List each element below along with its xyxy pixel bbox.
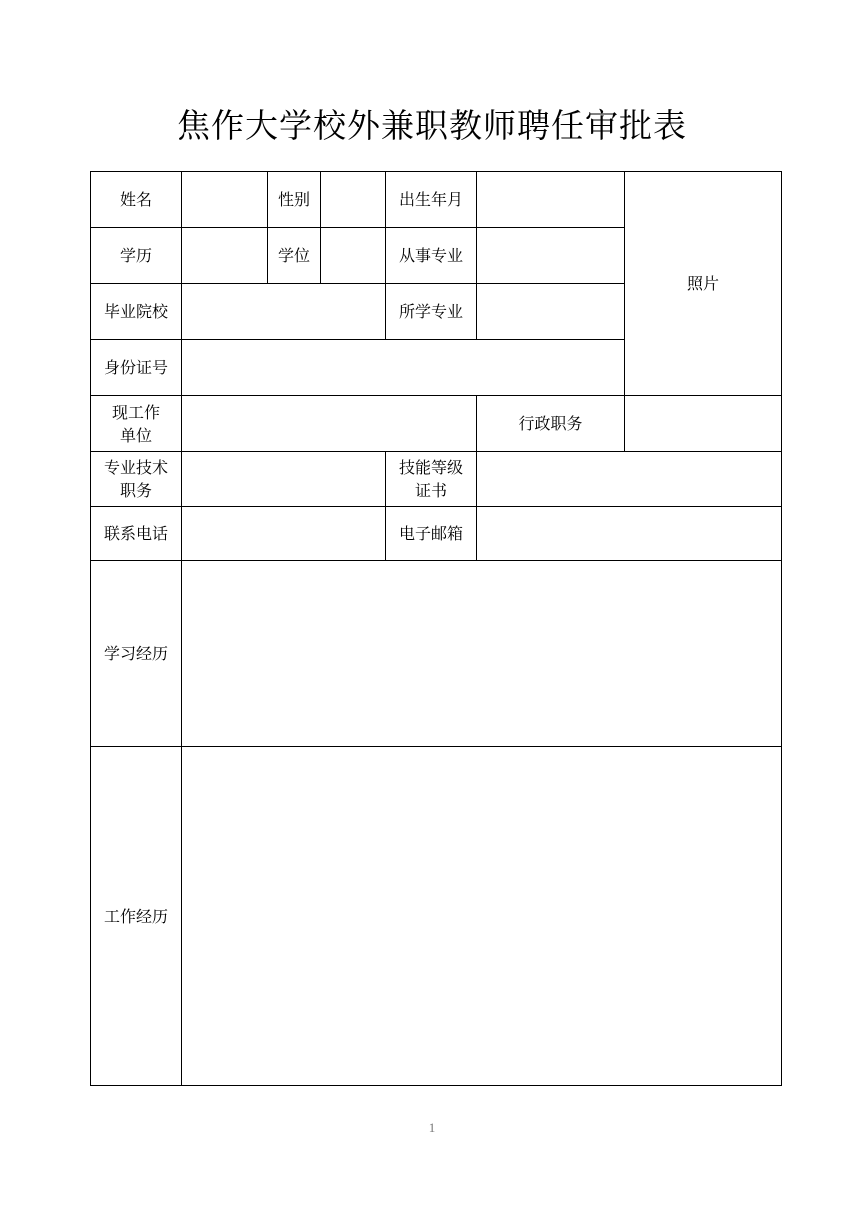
field-email[interactable] bbox=[477, 507, 782, 561]
field-studied-major[interactable] bbox=[477, 284, 625, 340]
form-row-tech-title bbox=[91, 452, 782, 507]
label-skill-cert: 技能等级 证书 bbox=[386, 452, 477, 507]
form-row-work-history bbox=[91, 747, 782, 1086]
field-birth[interactable] bbox=[477, 172, 625, 228]
label-admin-post: 行政职务 bbox=[477, 396, 625, 452]
label-email: 电子邮箱 bbox=[386, 507, 477, 561]
field-current-major[interactable] bbox=[477, 228, 625, 284]
field-school[interactable] bbox=[182, 284, 386, 340]
label-work-unit: 现工作 单位 bbox=[91, 396, 182, 452]
form-row-name bbox=[91, 172, 782, 228]
field-work-unit[interactable] bbox=[182, 396, 477, 452]
label-gender: 性别 bbox=[268, 172, 321, 228]
label-current-major: 从事专业 bbox=[386, 228, 477, 284]
field-admin-post[interactable] bbox=[625, 396, 782, 452]
form-row-contact bbox=[91, 507, 782, 561]
field-study-history[interactable] bbox=[182, 561, 782, 747]
field-id-number[interactable] bbox=[182, 340, 625, 396]
label-id-number: 身份证号 bbox=[91, 340, 182, 396]
field-skill-cert[interactable] bbox=[477, 452, 782, 507]
label-studied-major: 所学专业 bbox=[386, 284, 477, 340]
label-birth: 出生年月 bbox=[386, 172, 477, 228]
label-school: 毕业院校 bbox=[91, 284, 182, 340]
field-education[interactable] bbox=[182, 228, 268, 284]
approval-form-table bbox=[90, 171, 782, 1086]
field-tech-title[interactable] bbox=[182, 452, 386, 507]
page-number: 1 bbox=[428, 1120, 436, 1135]
field-name[interactable] bbox=[182, 172, 268, 228]
label-phone: 联系电话 bbox=[91, 507, 182, 561]
field-work-history[interactable] bbox=[182, 747, 782, 1086]
form-row-study-history bbox=[91, 561, 782, 747]
label-education: 学历 bbox=[91, 228, 182, 284]
page-title: 焦作大学校外兼职教师聘任审批表 bbox=[177, 106, 687, 145]
field-degree[interactable] bbox=[321, 228, 386, 284]
label-tech-title: 专业技术 职务 bbox=[91, 452, 182, 507]
field-phone[interactable] bbox=[182, 507, 386, 561]
label-work-history: 工作经历 bbox=[91, 747, 182, 1086]
form-row-work-unit bbox=[91, 396, 782, 452]
label-name: 姓名 bbox=[91, 172, 182, 228]
field-gender[interactable] bbox=[321, 172, 386, 228]
label-degree: 学位 bbox=[268, 228, 321, 284]
photo-box: 照片 bbox=[625, 172, 782, 396]
label-study-history: 学习经历 bbox=[91, 561, 182, 747]
